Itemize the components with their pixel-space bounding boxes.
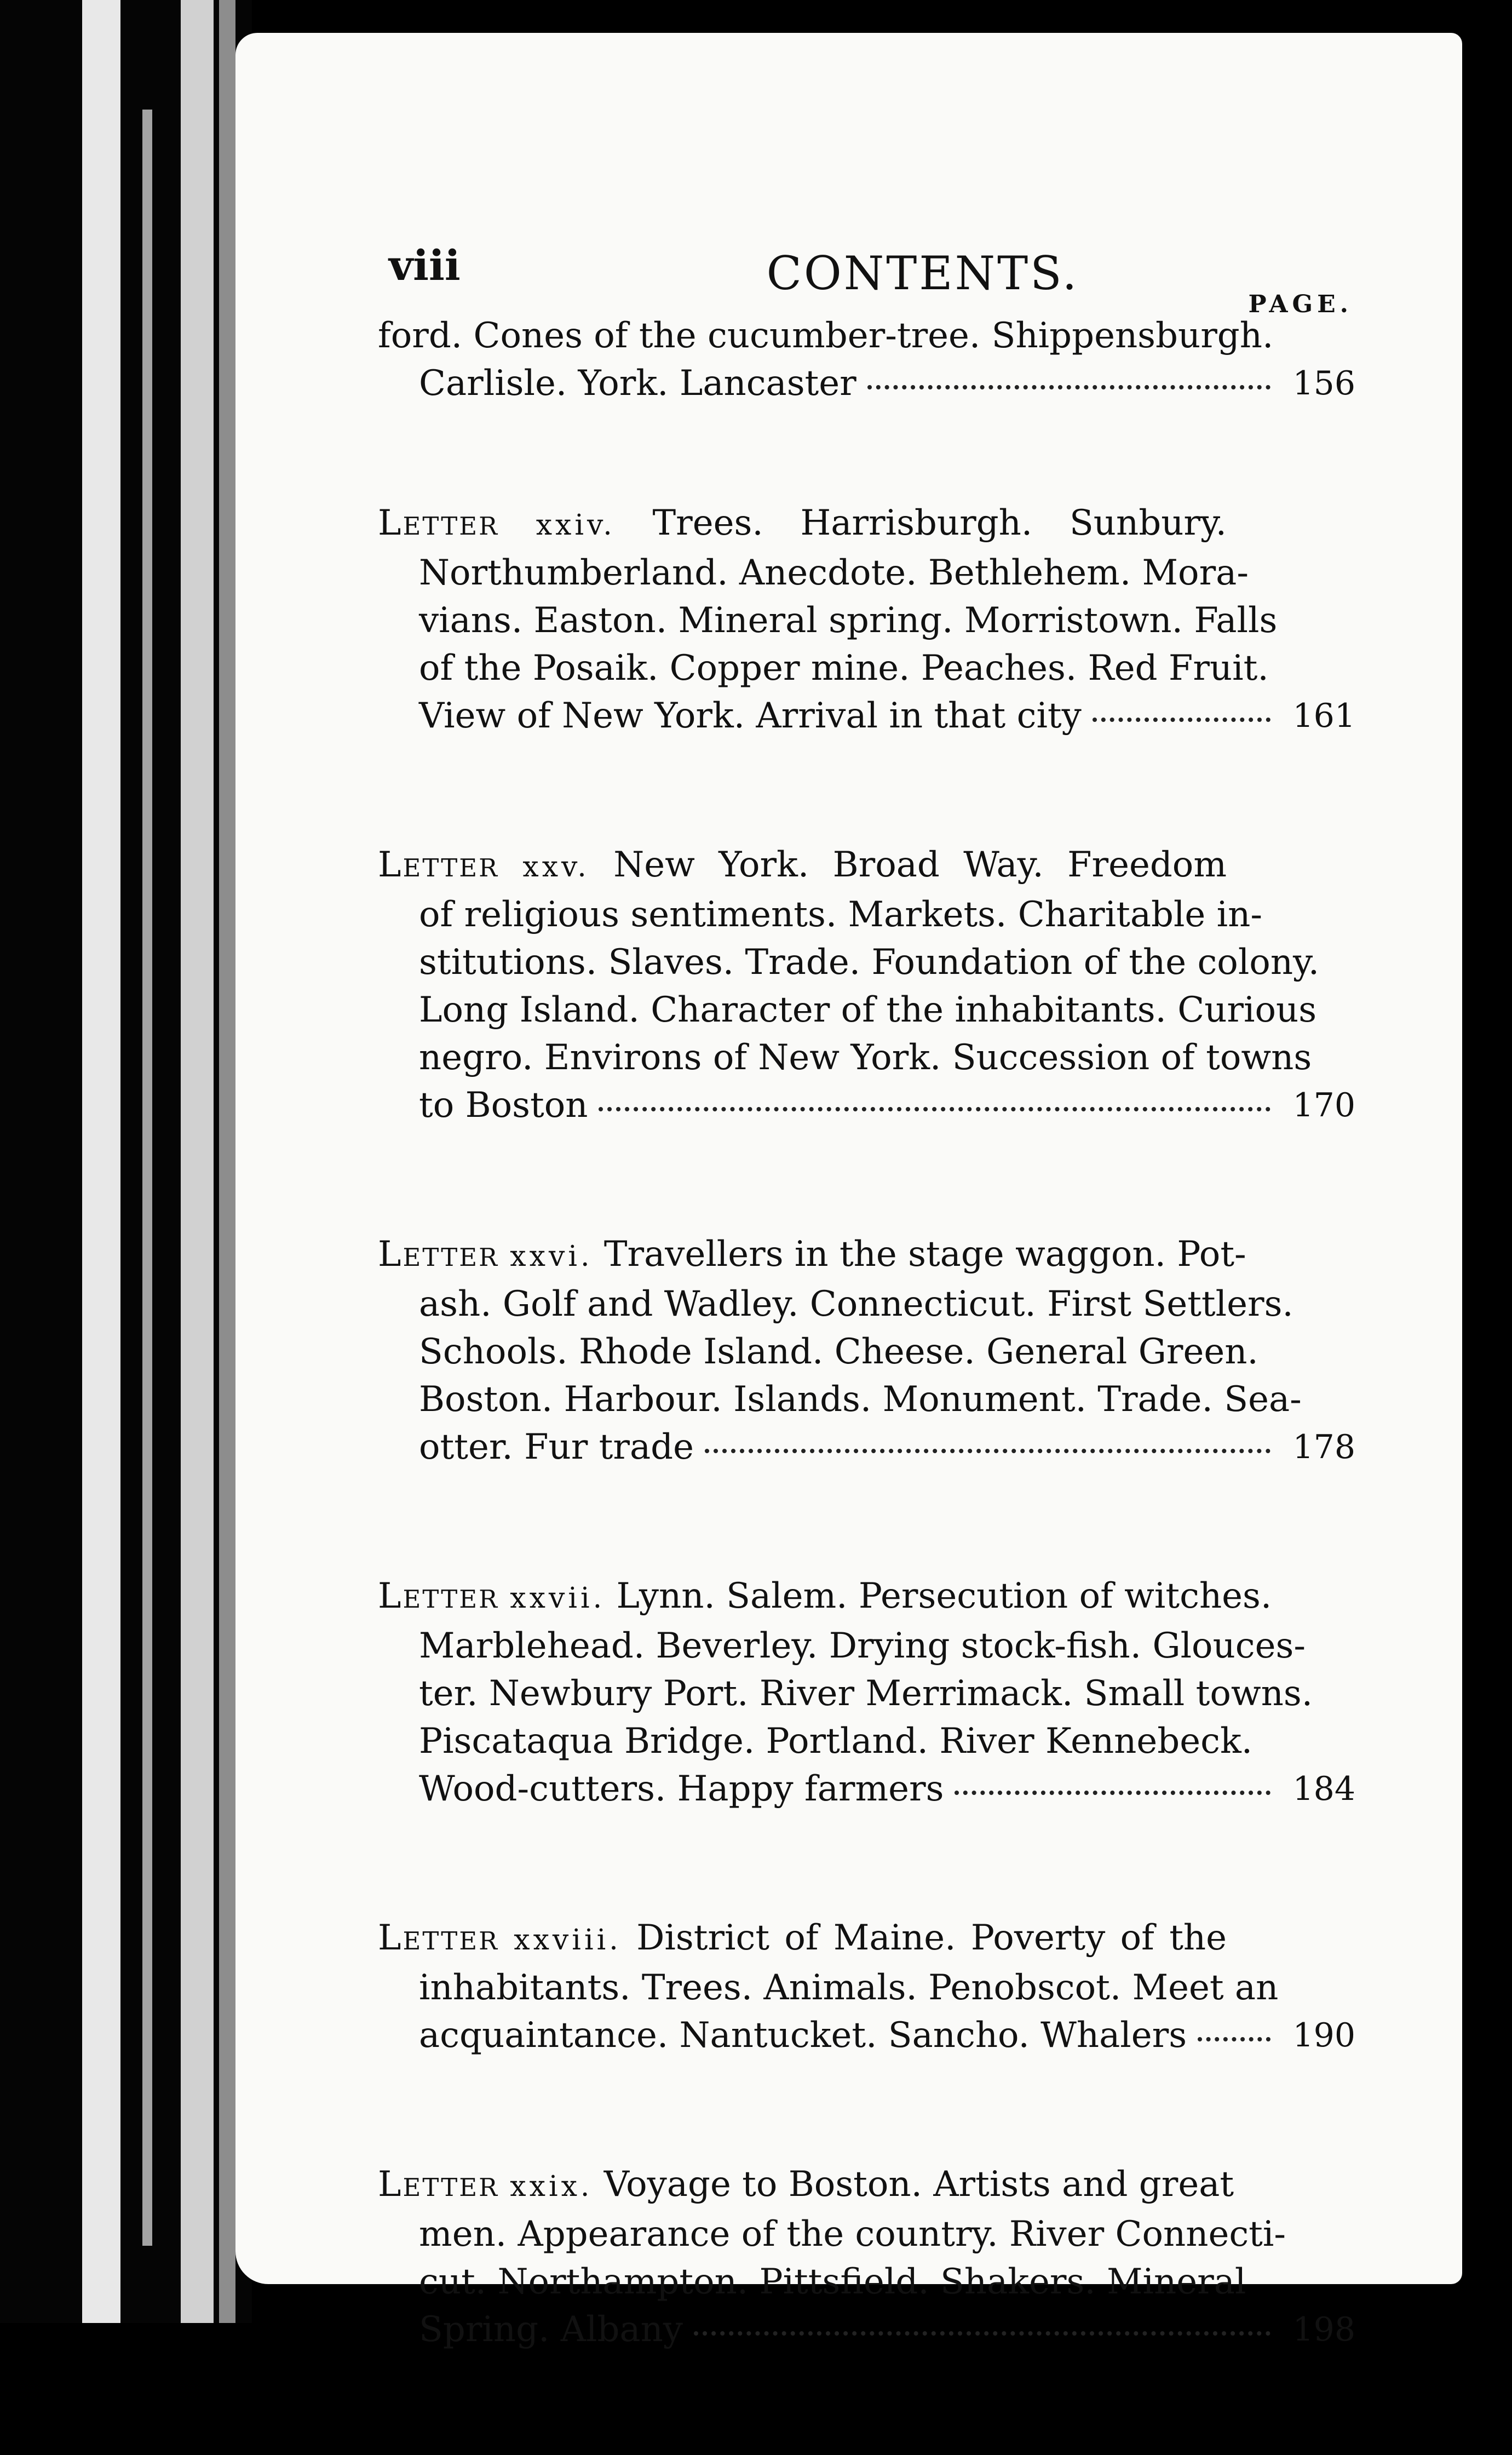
toc-entry-text: Trees. Harrisburgh. Sunbury.	[652, 503, 1227, 543]
toc-entry-line	[378, 891, 1262, 939]
toc-entry-line	[378, 645, 1269, 692]
toc-entry-line	[378, 692, 1355, 740]
toc-entry-text: Northumberland. Anecdote. Bethlehem. Mora-	[419, 553, 1249, 593]
toc-entry-line	[378, 312, 1274, 360]
toc-entry-text: Boston. Harbour. Islands. Monument. Trade. Sea-	[419, 1379, 1302, 1420]
toc-entry-line	[378, 986, 1317, 1034]
letter-numeral: xxiv.	[536, 509, 616, 542]
letter-numeral: xxvi.	[510, 1240, 593, 1273]
letter-numeral: xxvii.	[510, 1582, 606, 1615]
running-head	[389, 214, 1457, 300]
toc-entry-line	[378, 1765, 1355, 1813]
toc-entry-text: Piscataqua Bridge. Portland. River Kennebeck.	[419, 1721, 1253, 1762]
toc-entry-text: negro. Environs of New York. Succession of towns	[419, 1037, 1312, 1078]
toc-entry-line	[378, 1082, 1355, 1129]
toc-entry-line	[378, 1622, 1306, 1670]
toc-entry-line	[378, 2306, 1355, 2354]
toc-page-number: 161	[1292, 697, 1355, 735]
toc-entry-text: Spring. Albany	[419, 2309, 683, 2350]
toc-page-number: 156	[1292, 364, 1355, 403]
toc-entry-text: Travellers in the stage waggon. Pot-	[603, 1234, 1246, 1275]
toc-entry-text: of religious sentiments. Markets. Charitable in-	[419, 894, 1262, 935]
table-of-contents	[378, 312, 1468, 2455]
letter-numeral: xxv.	[522, 851, 590, 884]
toc-entry-line	[378, 841, 1227, 891]
letter-label: Letter	[378, 2164, 499, 2205]
toc-page-number: 184	[1292, 1770, 1355, 1808]
toc-entry-line	[378, 1424, 1355, 1471]
letter-label: Letter	[378, 845, 499, 885]
toc-entry-line	[378, 1718, 1253, 1765]
toc-entry-text: Long Island. Character of the inhabitants. Curious	[419, 990, 1317, 1030]
toc-entry-line	[378, 549, 1249, 597]
page-folio: viii	[389, 241, 461, 290]
toc-entry-text: New York. Broad Way. Freedom	[613, 845, 1227, 885]
toc-entry-text: Marblehead. Beverley. Drying stock-fish. Glouces-	[419, 1626, 1306, 1666]
toc-entry-text: District of Maine. Poverty of the	[636, 1918, 1227, 1958]
dot-leader	[867, 385, 1271, 389]
toc-entry-line	[378, 1573, 1272, 1622]
toc-entry-line	[378, 2012, 1355, 2060]
toc-entry-text: stitutions. Slaves. Trade. Foundation of the colony.	[419, 942, 1320, 983]
scanned-page-edge-left	[0, 0, 252, 2323]
letter-numeral: xxviii.	[514, 1924, 622, 1957]
toc-entry-line	[378, 939, 1320, 986]
dot-leader	[1093, 718, 1271, 722]
toc-entry	[378, 312, 1468, 408]
toc-entry-text: Wood-cutters. Happy farmers	[419, 1769, 944, 1809]
dot-leader	[955, 1791, 1270, 1795]
letter-label: Letter	[378, 1576, 499, 1616]
toc-entry-line	[378, 500, 1227, 549]
toc-entry-text: men. Appearance of the country. River Connecti-	[419, 2214, 1286, 2255]
toc-entry-line	[378, 2258, 1246, 2306]
dot-leader	[694, 2331, 1271, 2336]
dot-leader	[599, 1107, 1270, 1111]
toc-entry-text: ash. Golf and Wadley. Connecticut. First Settlers.	[419, 1284, 1293, 1324]
letter-label: Letter	[378, 1918, 499, 1958]
toc-entry	[378, 1231, 1468, 1471]
toc-entry-text: Carlisle. York. Lancaster	[419, 363, 856, 404]
toc-entry-text: vians. Easton. Mineral spring. Morristown. Falls	[419, 600, 1278, 641]
dot-leader	[1198, 2037, 1270, 2041]
toc-entry-line	[378, 1281, 1293, 1328]
toc-entry-line	[378, 1376, 1302, 1424]
letter-label: Letter	[378, 503, 499, 543]
toc-entry-line	[378, 1914, 1227, 1964]
toc-entry	[378, 1573, 1468, 1813]
toc-entry-line	[378, 2211, 1286, 2258]
toc-entry-text: to Boston	[419, 1085, 588, 1126]
toc-entry-text: View of New York. Arrival in that city	[419, 696, 1082, 736]
toc-entry-text: Lynn. Salem. Persecution of witches.	[616, 1576, 1272, 1616]
toc-entry	[378, 841, 1468, 1129]
toc-entry	[378, 1914, 1468, 2060]
dot-leader	[705, 1449, 1271, 1453]
toc-entry-text: of the Posaik. Copper mine. Peaches. Red Fruit.	[419, 648, 1269, 689]
toc-page-number: 190	[1292, 2016, 1355, 2055]
page-column-label: PAGE.	[1248, 290, 1353, 318]
toc-entry-line	[378, 597, 1278, 645]
toc-entry-line	[378, 2161, 1234, 2211]
toc-entry-text: otter. Fur trade	[419, 1427, 694, 1467]
toc-entry-text: Schools. Rhode Island. Cheese. General Green.	[419, 1332, 1258, 1372]
letter-numeral: xxix.	[510, 2170, 593, 2203]
toc-entry	[378, 2161, 1468, 2354]
toc-entry-line	[378, 1328, 1258, 1376]
toc-entry-line	[378, 1964, 1279, 2012]
toc-entry-line	[378, 1670, 1313, 1718]
toc-entry-line	[378, 1034, 1312, 1082]
toc-page-number: 170	[1292, 1086, 1355, 1125]
toc-entry-text: inhabitants. Trees. Animals. Penobscot. Meet an	[419, 1968, 1279, 2008]
book-page	[235, 33, 1462, 2350]
letter-label: Letter	[378, 1234, 499, 1275]
page-title: CONTENTS.	[766, 246, 1079, 300]
toc-entry-text: ter. Newbury Port. River Merrimack. Small towns.	[419, 1673, 1313, 1714]
toc-entry	[378, 500, 1468, 740]
toc-entry-text: Voyage to Boston. Artists and great	[603, 2164, 1234, 2205]
toc-entry-text: cut. Northampton. Pittsfield. Shakers. Mineral	[419, 2262, 1246, 2302]
toc-page-number: 198	[1292, 2310, 1355, 2349]
toc-entry-line	[378, 1231, 1246, 1281]
toc-entry-text: ford. Cones of the cucumber-tree. Shippensburgh.	[378, 316, 1274, 356]
toc-entry-text: acquaintance. Nantucket. Sancho. Whalers	[419, 2015, 1187, 2056]
toc-entry-line	[378, 360, 1355, 408]
toc-page-number: 178	[1292, 1428, 1355, 1466]
